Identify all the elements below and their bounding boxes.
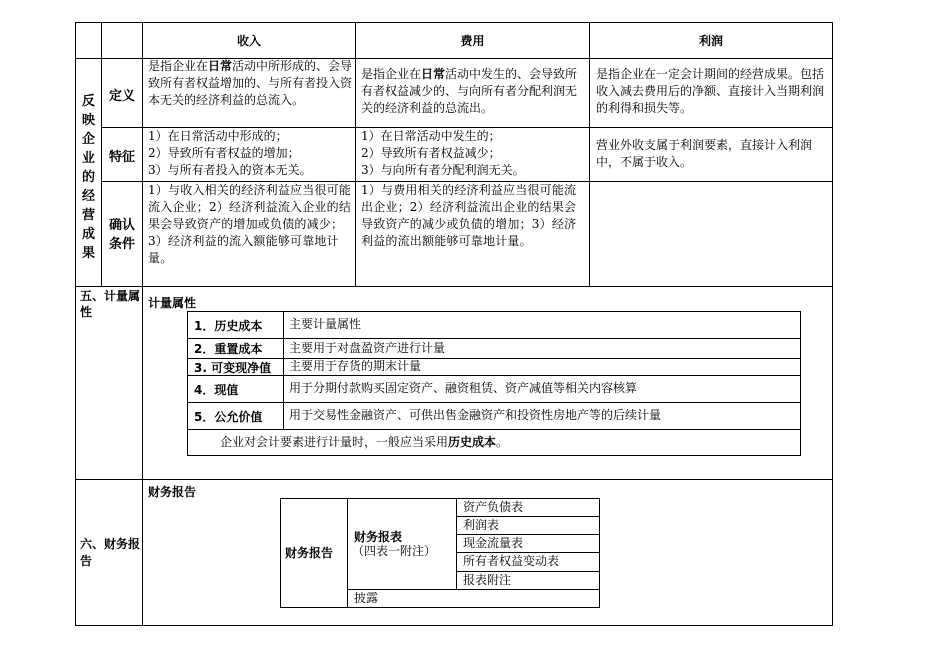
statement-item: 资产负债表 (463, 500, 524, 514)
conditions-income: 1）与收入相关的经济利益应当很可能流入企业；2）经济利益流入企业的结果会导致资产的增加或负债的减少；3）经济利益的流入额能够可靠地计量。 (148, 183, 352, 265)
statements-label: 财务报表 (354, 530, 403, 544)
header-expense: 费用 (460, 34, 485, 48)
report-root: 财务报告 (285, 546, 334, 560)
report-title: 财务报告 (148, 485, 197, 499)
measure-item-desc: 主要计量属性 (289, 317, 362, 331)
measure-item-name: 1．历史成本 (194, 319, 263, 333)
measure-item-name: 4．现值 (194, 383, 239, 397)
measure-table (187, 311, 801, 456)
statement-item: 现金流量表 (463, 536, 524, 550)
disclosure: 披露 (354, 591, 379, 605)
measure-title: 计量属性 (148, 296, 197, 310)
header-profit: 利润 (698, 34, 723, 48)
row-line-measure (75, 479, 833, 480)
table-border-top (75, 22, 833, 23)
features-income: 1）在日常活动中形成的； 2）导致所有者权益的增加； 3）与所有者投入的资本无关。 (148, 129, 312, 177)
statement-item: 利润表 (463, 518, 500, 532)
measure-item-desc: 用于交易性金融资产、可供出售金融资产和投资性房地产等的后续计量 (289, 408, 662, 422)
col-line-4 (589, 22, 590, 286)
header-income: 收入 (236, 34, 261, 48)
row-label-features: 特征 (108, 150, 135, 165)
report-diagram (280, 498, 600, 608)
row-line-cond (75, 286, 833, 287)
statement-item: 所有者权益变动表 (463, 554, 560, 568)
section-label-measure: 五、计量属性 (80, 289, 141, 319)
measure-item-name: 2．重置成本 (194, 342, 263, 356)
measure-item-name: 3. 可变现净值 (194, 361, 272, 375)
row-label-conditions: 确认 条件 (108, 218, 135, 252)
features-expense: 1）在日常活动中发生的； 2）导致所有者权益减少； 3）与向所有者分配利润无关。 (361, 129, 525, 177)
col-line-2 (142, 22, 143, 626)
statement-item: 报表附注 (463, 573, 512, 587)
col-line-3 (355, 22, 356, 286)
measure-item-name: 5．公允价值 (194, 410, 263, 424)
section-label-report: 六、财务报告 (80, 537, 141, 568)
conditions-expense: 1）与费用相关的经济利益应当很可能流出企业；2）经济利益流出企业的结果会导致资产的减少或负债的增加；3）经济利益的流出额能够可靠地计量。 (361, 183, 577, 248)
measure-item-desc: 主要用于存货的期末计量 (289, 359, 422, 373)
table-border-bottom (75, 625, 833, 626)
measure-item-desc: 用于分期付款购买固定资产、融资租赁、资产减值等相关内容核算 (289, 381, 638, 395)
group-label-reflect: 反 映 企 业 的 经 营 成 果 (81, 94, 95, 261)
table-border-right (832, 22, 833, 626)
statements-sub: （四表一附注） (352, 544, 437, 558)
measure-note: 企业对会计要素进行计量时，一般应当采用历史成本。 (220, 435, 509, 449)
features-profit: 营业外收支属于利润要素，直接计入利润中，不属于收入。 (596, 138, 813, 169)
definition-profit: 是指企业在一定会计期间的经营成果。包括收入减去费用后的净额、直接计入当期利润的利得和损失等。 (596, 67, 825, 115)
row-label-definition: 定义 (108, 89, 135, 104)
measure-item-desc: 主要用于对盘盈资产进行计量 (289, 341, 446, 355)
definition-income: 是指企业在日常活动中所形成的、会导致所有者权益增加的、与所有者投入资本无关的经济利益的总流入。 (148, 59, 353, 107)
definition-expense: 是指企业在日常活动中发生的、会导致所有者权益减少的、与向所有者分配利润无关的经济利益的总流出。 (361, 67, 578, 115)
